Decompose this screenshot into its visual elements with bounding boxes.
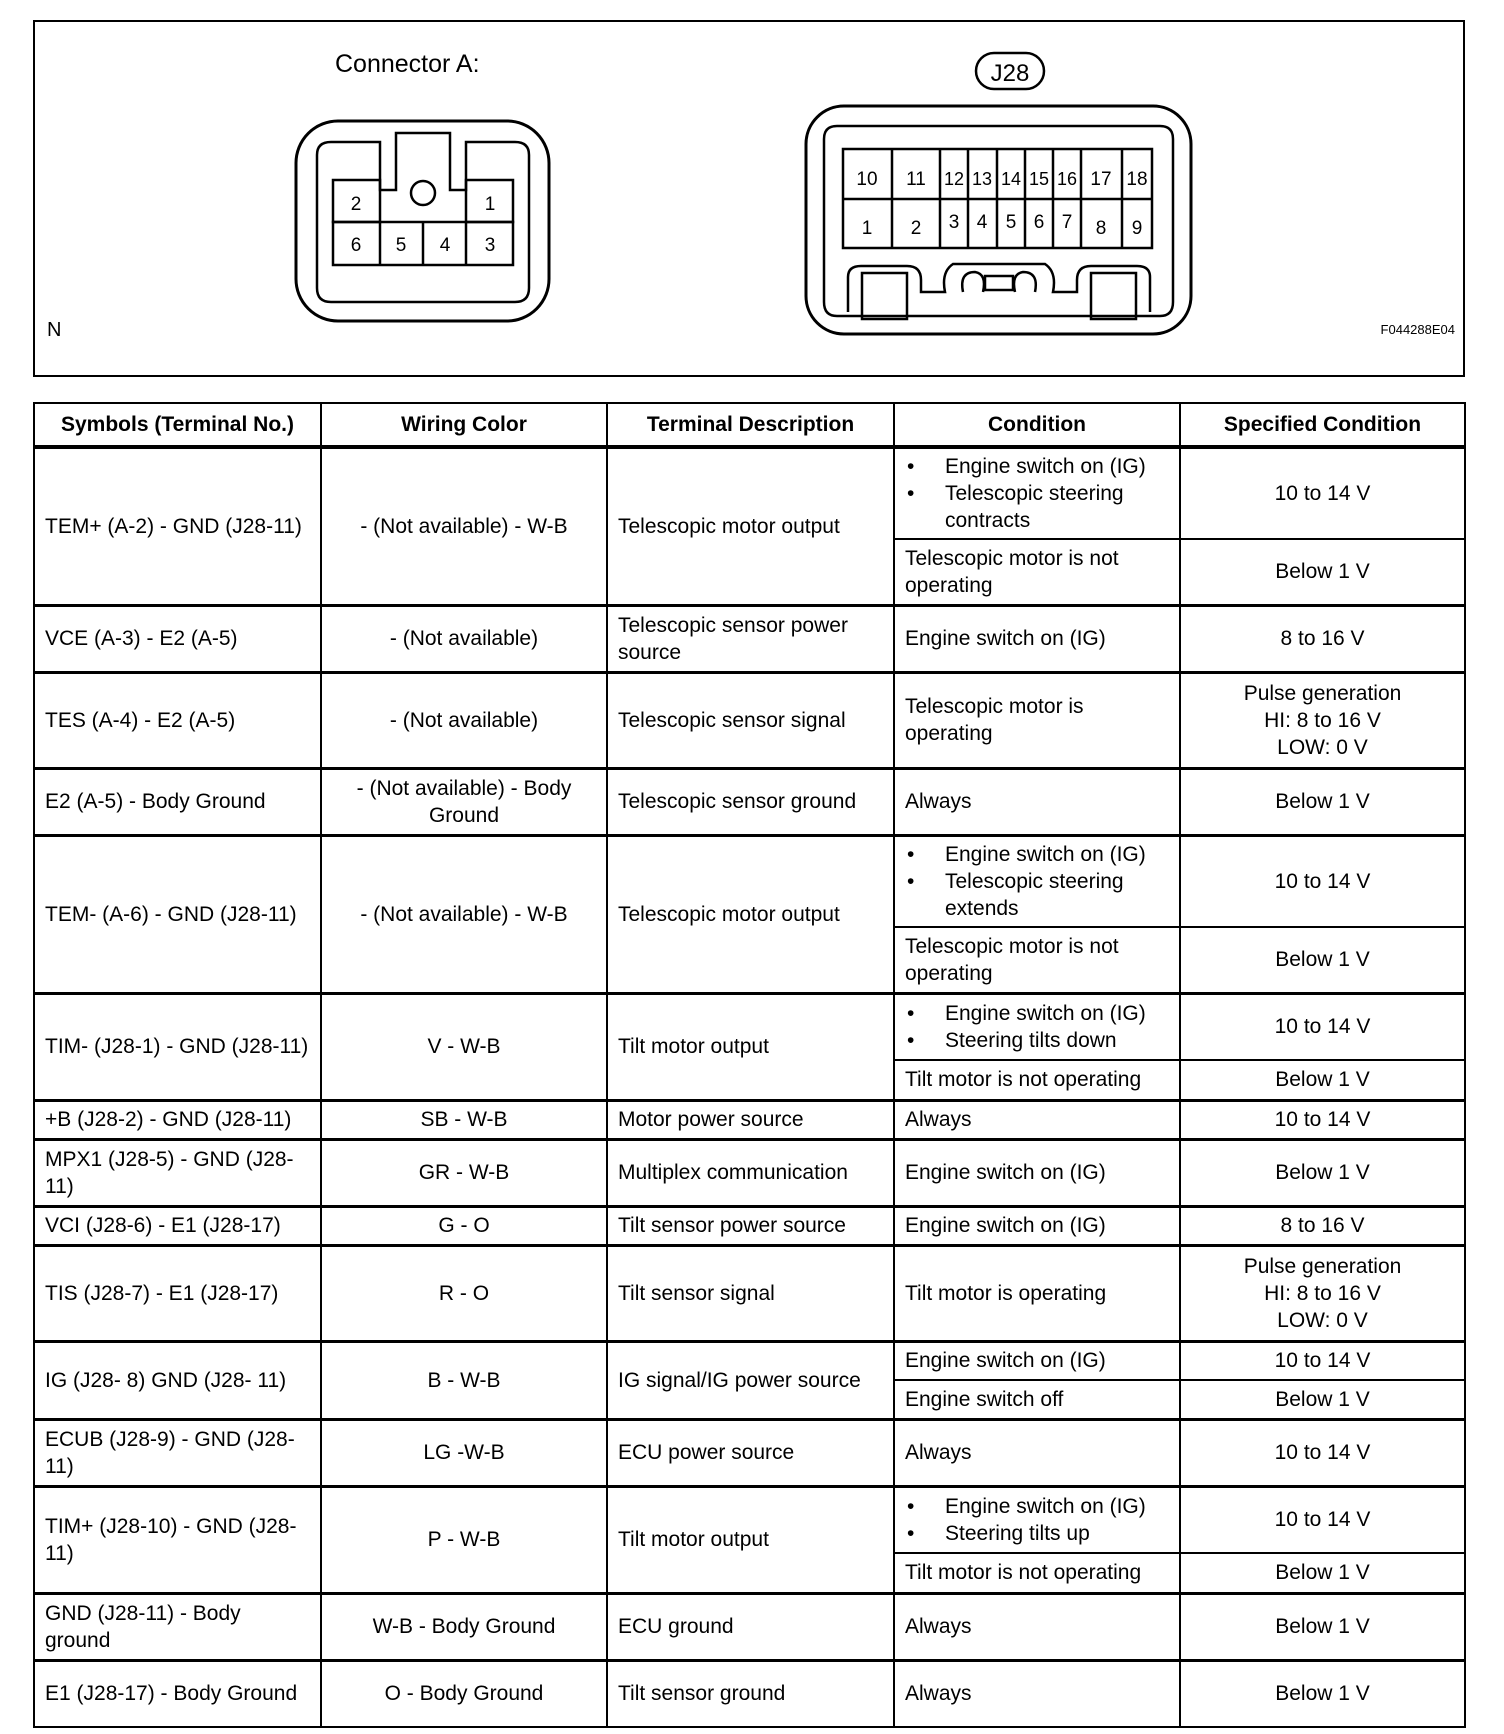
symbol-cell: TIS (J28-7) - E1 (J28-17) [34,1245,321,1341]
specified-condition-cell [1180,927,1465,993]
header-terminal-description: Terminal Description [607,403,894,447]
wiring-color-cell: - (Not available) - W-B [321,835,607,993]
table-row [34,1486,1465,1553]
pin-label: 14 [1000,169,1022,189]
symbol-cell: TES (A-4) - E2 (A-5) [34,672,321,768]
symbol-cell: E2 (A-5) - Body Ground [34,768,321,835]
wiring-color-cell: G - O [321,1206,607,1245]
pin-label: 3 [948,212,960,233]
spec-line: Below 1 V [1275,1615,1370,1638]
terminal-spec-table [33,402,1466,1728]
spec-line: LOW: 0 V [1277,735,1368,759]
description-cell: Telescopic sensor ground [607,768,894,835]
condition-list [905,453,1169,534]
condition-cell [894,447,1180,539]
spec-line: Below 1 V [1275,1561,1370,1585]
pin-label: 9 [1131,218,1143,239]
specified-condition-cell [1180,447,1465,539]
pin-label: 18 [1126,169,1148,190]
pin-label: 7 [1061,212,1073,233]
table-row [34,1660,1465,1727]
spec-line: Below 1 V [1275,1068,1370,1092]
condition-item: • Engine switch on (IG) [905,453,1169,480]
specified-condition-cell [1180,993,1465,1060]
condition-item: • Engine switch on (IG) [905,841,1169,868]
specified-condition-cell [1180,1245,1465,1341]
header-symbols: Symbols (Terminal No.) [34,403,321,447]
description-cell: Telescopic motor output [607,835,894,993]
condition-cell: Always [894,768,1180,835]
pin-label: 12 [943,169,965,189]
j28-label: J28 [990,60,1030,87]
description-cell: Tilt motor output [607,1486,894,1593]
table-row [34,447,1465,539]
symbol-cell: IG (J28- 8) GND (J28- 11) [34,1341,321,1419]
figure-id: F044288E04 [1380,322,1455,337]
symbol-cell: VCE (A-3) - E2 (A-5) [34,605,321,672]
condition-item: • Engine switch on (IG) [905,1493,1169,1520]
wiring-color-cell: R - O [321,1245,607,1341]
table-header [34,403,1465,447]
wiring-color-cell: O - Body Ground [321,1660,607,1727]
symbol-cell: +B (J28-2) - GND (J28-11) [34,1100,321,1139]
specified-condition-cell [1180,1206,1465,1245]
wiring-color-cell: LG -W-B [321,1419,607,1486]
spec-line: 10 to 14 V [1274,1108,1371,1131]
description-cell: IG signal/IG power source [607,1341,894,1419]
pin-label: 6 [1033,212,1045,233]
pin-label: 2 [910,218,922,239]
condition-cell: Telescopic motor is not operating [894,927,1180,993]
condition-list [905,1000,1169,1054]
pin-label: 13 [971,169,993,189]
spec-line: Pulse generation [1243,681,1402,705]
condition-cell: Always [894,1100,1180,1139]
table-row [34,1593,1465,1660]
condition-item: • Engine switch on (IG) [905,1000,1169,1027]
condition-cell: Tilt motor is not operating [894,1060,1180,1100]
j28-pins [856,169,1147,239]
specified-condition-cell [1180,1486,1465,1553]
pin-label: 17 [1090,169,1112,190]
description-cell: Telescopic sensor power source [607,605,894,672]
condition-cell: Tilt motor is operating [894,1245,1180,1341]
table-row [34,1100,1465,1139]
specified-condition-cell [1180,1419,1465,1486]
table-row [34,1206,1465,1245]
description-cell: ECU power source [607,1419,894,1486]
table-row [34,768,1465,835]
specified-condition-cell [1180,1553,1465,1593]
description-cell: ECU ground [607,1593,894,1660]
pin-label: 1 [861,218,873,239]
description-cell: Tilt sensor signal [607,1245,894,1341]
description-cell: Motor power source [607,1100,894,1139]
pin-label: 4 [976,212,988,233]
spec-line: 10 to 14 V [1274,1508,1371,1532]
wiring-color-cell: - (Not available) - Body Ground [321,768,607,835]
pin-label: 5 [395,235,407,256]
wiring-color-cell: W-B - Body Ground [321,1593,607,1660]
spec-line: Below 1 V [1275,1682,1370,1706]
connector-diagram [33,20,1465,377]
wiring-color-cell: - (Not available) [321,605,607,672]
connector-diagram-svg [35,22,1463,375]
header-wiring-color: Wiring Color [321,403,607,447]
pin-label: 3 [484,235,496,256]
wiring-color-cell: P - W-B [321,1486,607,1593]
condition-cell [894,993,1180,1060]
spec-line: 10 to 14 V [1274,1441,1371,1464]
table-row [34,993,1465,1060]
spec-line: 10 to 14 V [1274,1015,1371,1039]
spec-line: Below 1 V [1275,790,1370,813]
table-body [34,447,1465,1727]
condition-cell: Always [894,1419,1180,1486]
condition-cell: Telescopic motor is operating [894,672,1180,768]
condition-list [905,841,1169,922]
wiring-color-cell: - (Not available) - W-B [321,447,607,605]
condition-cell: Always [894,1660,1180,1727]
symbol-cell: TEM+ (A-2) - GND (J28-11) [34,447,321,605]
pin-label: 1 [484,194,496,215]
specified-condition-cell [1180,672,1465,768]
condition-cell: Engine switch on (IG) [894,605,1180,672]
table-row [34,1419,1465,1486]
spec-line: LOW: 0 V [1277,1308,1368,1332]
pin-label: 11 [906,169,926,190]
symbol-cell: TEM- (A-6) - GND (J28-11) [34,835,321,993]
wiring-color-cell: - (Not available) [321,672,607,768]
condition-cell: Tilt motor is not operating [894,1553,1180,1593]
spec-line: 8 to 16 V [1280,1214,1365,1237]
header-condition: Condition [894,403,1180,447]
table-row [34,1245,1465,1341]
connector-a-label: Connector A: [335,50,480,78]
specified-condition-cell [1180,1593,1465,1660]
condition-cell [894,1486,1180,1553]
symbol-cell: TIM+ (J28-10) - GND (J28-11) [34,1486,321,1593]
symbol-cell: ECUB (J28-9) - GND (J28-11) [34,1419,321,1486]
wiring-color-cell: B - W-B [321,1341,607,1419]
specified-condition-cell [1180,1100,1465,1139]
specified-condition-cell [1180,1660,1465,1727]
condition-item: • Steering tilts up [905,1520,1169,1547]
pin-label: 6 [350,235,362,256]
header-specified-condition: Specified Condition [1180,403,1465,447]
description-cell: Tilt motor output [607,993,894,1100]
condition-item: • Telescopic steering extends [905,868,1169,922]
condition-cell: Telescopic motor is not operating [894,539,1180,605]
pin-label: 10 [856,169,878,190]
pin-label: 8 [1095,218,1107,239]
condition-item: • Steering tilts down [905,1027,1169,1054]
description-cell: Tilt sensor ground [607,1660,894,1727]
specified-condition-cell [1180,1060,1465,1100]
description-cell: Telescopic motor output [607,447,894,605]
table-row [34,605,1465,672]
symbol-cell: E1 (J28-17) - Body Ground [34,1660,321,1727]
table-row [34,672,1465,768]
corner-label: N [47,319,62,341]
table-row [34,1139,1465,1206]
condition-cell: Always [894,1593,1180,1660]
description-cell: Telescopic sensor signal [607,672,894,768]
spec-line: 10 to 14 V [1274,1349,1371,1373]
wiring-color-cell: V - W-B [321,993,607,1100]
pin-label: 2 [350,194,362,215]
symbol-cell: TIM- (J28-1) - GND (J28-11) [34,993,321,1100]
spec-line: Below 1 V [1275,1387,1370,1411]
spec-line: Below 1 V [1275,948,1370,972]
specified-condition-cell [1180,605,1465,672]
symbol-cell: VCI (J28-6) - E1 (J28-17) [34,1206,321,1245]
description-cell: Multiplex communication [607,1139,894,1206]
header-row [34,403,1465,447]
wiring-color-cell: SB - W-B [321,1100,607,1139]
specified-condition-cell [1180,1341,1465,1380]
j28-badge [976,53,1044,89]
table-row [34,835,1465,927]
spec-line: 10 to 14 V [1274,869,1371,893]
condition-item: • Telescopic steering contracts [905,480,1169,534]
condition-cell: Engine switch on (IG) [894,1341,1180,1380]
condition-cell: Engine switch on (IG) [894,1139,1180,1206]
specified-condition-cell [1180,835,1465,927]
spec-line: 10 to 14 V [1274,482,1371,505]
pin-label: 5 [1005,212,1017,233]
pin-label: 15 [1028,169,1050,189]
spec-line: Below 1 V [1275,560,1370,584]
spec-line: Pulse generation [1243,1254,1402,1278]
description-cell: Tilt sensor power source [607,1206,894,1245]
condition-cell: Engine switch on (IG) [894,1206,1180,1245]
connector-a-housing [296,121,549,321]
spec-line: HI: 8 to 16 V [1264,1281,1381,1305]
symbol-cell: MPX1 (J28-5) - GND (J28-11) [34,1139,321,1206]
condition-cell [894,835,1180,927]
specified-condition-cell [1180,539,1465,605]
condition-cell: Engine switch off [894,1380,1180,1419]
pin-label: 16 [1056,169,1078,189]
symbol-cell: GND (J28-11) - Body ground [34,1593,321,1660]
wiring-color-cell: GR - W-B [321,1139,607,1206]
spec-line: HI: 8 to 16 V [1264,708,1381,732]
condition-list [905,1493,1169,1547]
pin-label: 4 [439,235,451,256]
spec-line: 8 to 16 V [1280,627,1365,650]
specified-condition-cell [1180,1380,1465,1419]
table-row [34,1341,1465,1380]
specified-condition-cell [1180,1139,1465,1206]
specified-condition-cell [1180,768,1465,835]
spec-line: Below 1 V [1275,1161,1370,1184]
